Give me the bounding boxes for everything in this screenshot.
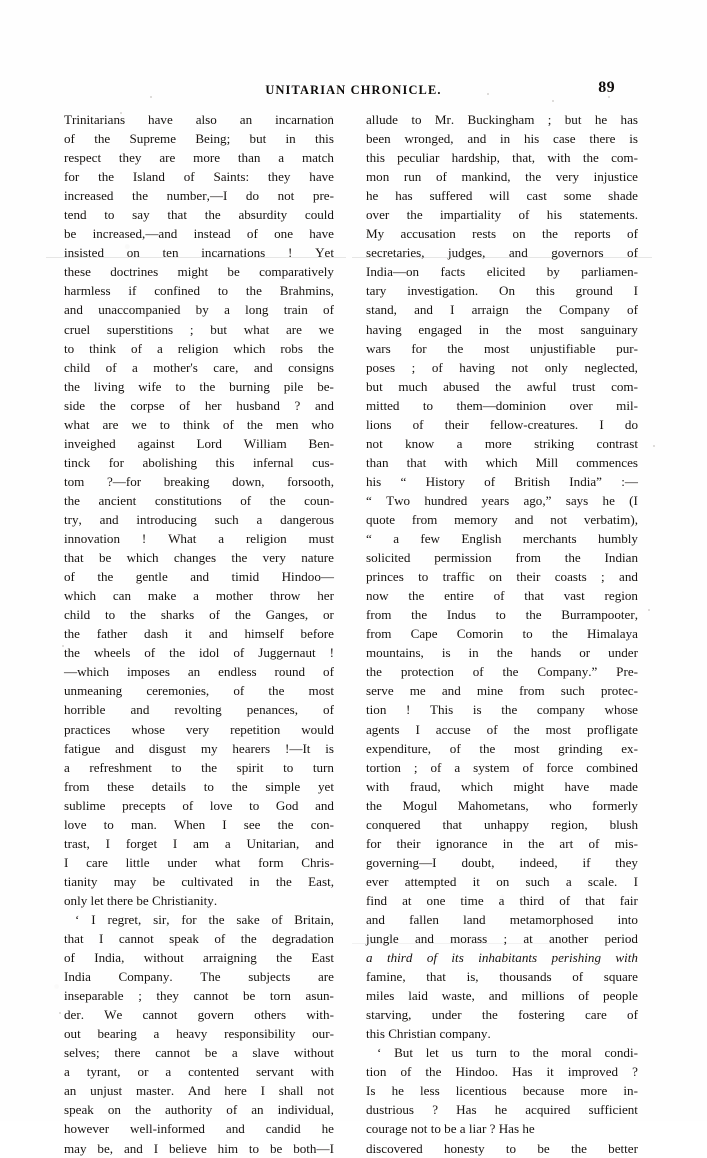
text-line: than that with which Mill commences: [366, 454, 638, 470]
text-line: inseparable ; they cannot be torn asun-: [64, 988, 334, 1004]
text-line: the wheels of the idol of Juggernaut !: [64, 645, 334, 661]
text-line: I care little under what form Chris-: [64, 854, 334, 870]
text-line: serve me and mine from such protec-: [366, 683, 638, 699]
text-line: from the Indus to the Burrampooter,: [366, 607, 638, 623]
page-number: 89: [598, 79, 615, 96]
text-line: with fraud, which might have made: [366, 778, 638, 794]
text-line: out bearing a heavy responsibility our-: [64, 1026, 334, 1042]
text-line: the father dash it and himself before: [64, 626, 334, 642]
scan-speck: [648, 609, 650, 611]
text-line: which can make a mother throw her: [64, 588, 334, 604]
text-line: insisted on ten incarnations ! Yet: [64, 245, 334, 261]
text-line: increased the number,—I do not pre-: [64, 188, 334, 204]
text-line: side the corpse of her husband ? and: [64, 397, 334, 413]
text-line: tion of the Hindoo. Has it improved ?: [366, 1064, 638, 1080]
text-line: for their ignorance in the art of mis-: [366, 835, 638, 851]
text-line: the living wife to the burning pile be-: [64, 378, 334, 394]
text-line: a tyrant, or a contented servant with: [64, 1064, 334, 1080]
text-line: this Christian company.: [366, 1026, 491, 1042]
text-line: from Cape Comorin to the Himalaya: [366, 626, 638, 642]
text-line: inveighed against Lord William Ben-: [64, 435, 334, 451]
text-line: and unaccompanied by a long train of: [64, 302, 334, 318]
running-head: [0, 79, 707, 103]
text-line: “ Two hundred years ago,” says he (I: [366, 492, 638, 508]
text-line: of the gentle and timid Hindoo—: [64, 569, 334, 585]
text-line: find at one time a third of that fair: [366, 892, 638, 908]
text-line: jungle and morass ; at another period: [366, 931, 638, 947]
text-line: stand, and I arraign the Company of: [366, 302, 638, 318]
text-line: starving, under the fostering care of: [366, 1007, 638, 1023]
text-line: tion ! This is the company whose: [366, 702, 638, 718]
text-line: poses ; of having not only neglected,: [366, 359, 638, 375]
text-line: lions of their fellow-creatures. I do: [366, 416, 638, 432]
text-line: the protection of the Company.” Pre-: [366, 664, 638, 680]
text-line: be increased,—and instead of one have: [64, 226, 334, 242]
text-line: Is he less licentious because more in-: [366, 1083, 638, 1099]
text-line: agents I accuse of the most profligate: [366, 721, 638, 737]
text-column-right: [366, 110, 638, 1158]
text-line: discovered honesty to be the better: [366, 1140, 638, 1156]
text-line: of India, without arraigning the East: [64, 950, 334, 966]
text-line: wars for the most unjustifiable pur-: [366, 340, 638, 356]
text-line: speak on the authority of an individual,: [64, 1102, 334, 1118]
text-line: India—on facts elicited by parliamen-: [366, 264, 638, 280]
text-line: having engaged in the most sanguinary: [366, 321, 638, 337]
text-line: for the Island of Saints: they have: [64, 169, 334, 185]
text-line: however well-informed and candid he: [64, 1121, 334, 1137]
text-line: his “ History of British India” :—: [366, 473, 638, 489]
text-line: courage not to be a liar ? Has he: [366, 1121, 535, 1137]
text-line: over the impartiality of his statements.: [366, 207, 638, 223]
text-line: cruel superstitions ; but what are we: [64, 321, 334, 337]
text-line: harmless if confined to the Brahmins,: [64, 283, 334, 299]
text-line: My accusation rests on the reports of: [366, 226, 638, 242]
text-line: this peculiar hardship, that, with the com-: [366, 150, 638, 166]
text-line: mountains, is in the hands or under: [366, 645, 638, 661]
text-line: selves; there cannot be a slave without: [64, 1045, 334, 1061]
text-line: tianity may be cultivated in the East,: [64, 873, 334, 889]
text-line: a third of its inhabitants perishing with: [366, 950, 638, 966]
scan-speck: [653, 445, 655, 447]
text-line: mitted to them—dominion over mil-: [366, 397, 638, 413]
text-line: child to the sharks of the Ganges, or: [64, 607, 334, 623]
text-line: der. We cannot govern others with-: [64, 1007, 334, 1023]
text-line: a refreshment to the spirit to turn: [64, 759, 334, 775]
text-line: been wronged, and in his case there is: [366, 131, 638, 147]
text-line: innovation ! What a religion must: [64, 531, 334, 547]
text-line: horrible and revolting penances, of: [64, 702, 334, 718]
text-line: of the Supreme Being; but in this: [64, 131, 334, 147]
text-line: an unjust master. And here I shall not: [64, 1083, 334, 1099]
text-line: tend to say that the absurdity could: [64, 207, 334, 223]
text-line: practices whose very repetition would: [64, 721, 334, 737]
text-line: only let there be Christianity.: [64, 892, 218, 908]
text-line: child of a mother's care, and consigns: [64, 359, 334, 375]
text-line: that be which changes the very nature: [64, 550, 334, 566]
text-line: ‘ But let us turn to the moral condi-: [377, 1045, 638, 1061]
text-line: governing—I doubt, indeed, if they: [366, 854, 638, 870]
text-line: ever attempted it on such a scale. I: [366, 873, 638, 889]
text-line: India Company. The subjects are: [64, 969, 334, 985]
text-line: he has suffered will cast some shade: [366, 188, 638, 204]
text-line: allude to Mr. Buckingham ; but he has: [366, 112, 638, 127]
text-line: and fallen land metamorphosed into: [366, 911, 638, 927]
text-line: princes to traffic on their coasts ; and: [366, 569, 638, 585]
text-line: the Mogul Mahometans, who formerly: [366, 797, 638, 813]
text-line: tinck for abolishing this infernal cus-: [64, 454, 334, 470]
text-line: solicited permission from the Indian: [366, 550, 638, 566]
text-line: trast, I forget I am a Unitarian, and: [64, 835, 334, 851]
text-line: “ a few English merchants humbly: [366, 531, 638, 547]
text-line: secretaries, judges, and governors of: [366, 245, 638, 261]
text-line: fatigue and disgust my hearers !—It is: [64, 740, 334, 756]
scan-speck: [59, 1012, 61, 1014]
text-line: ‘ I regret, sir, for the sake of Britain,: [75, 911, 334, 927]
page-header-title-text: UNITARIAN CHRONICLE.: [265, 83, 442, 97]
text-line: love to man. When I see the con-: [64, 816, 334, 832]
text-line: may be, and I believe him to be both—I: [64, 1140, 334, 1156]
text-line: —which imposes an endless round of: [64, 664, 334, 680]
text-line: tary investigation. On this ground I: [366, 283, 638, 299]
text-line: try, and introducing such a dangerous: [64, 511, 334, 527]
text-line: conquered that unhappy region, blush: [366, 816, 638, 832]
text-line: quote from memory and not verbatim),: [366, 511, 638, 527]
text-line: expenditure, of the most grinding ex-: [366, 740, 638, 756]
text-line: famine, that is, thousands of square: [366, 969, 638, 985]
text-line: tortion ; of a system of force combined: [366, 759, 638, 775]
text-line: these doctrines might be comparatively: [64, 264, 334, 280]
text-line: respect they are more than a match: [64, 150, 334, 166]
text-line: dustrious ? Has he acquired sufficient: [366, 1102, 638, 1118]
text-line: miles laid waste, and millions of people: [366, 988, 638, 1004]
text-column-left: [64, 110, 334, 1158]
text-line: to think of a religion which robs the: [64, 340, 334, 356]
text-line: but much abused the awful trust com-: [366, 378, 638, 394]
text-line: unmeaning ceremonies, of the most: [64, 683, 334, 699]
text-line: sublime precepts of love to God and: [64, 797, 334, 813]
text-line: mon run of mankind, the very injustice: [366, 169, 638, 185]
text-line: from these details to the simple yet: [64, 778, 334, 794]
text-line: tom ?—for breaking down, forsooth,: [64, 473, 334, 489]
text-line: now the entire of that vast region: [366, 588, 638, 604]
text-line: that I cannot speak of the degradation: [64, 931, 334, 947]
text-line: Trinitarians have also an incarnation: [64, 112, 334, 127]
text-line: not know a more striking contrast: [366, 435, 638, 451]
text-line: the ancient constitutions of the coun-: [64, 492, 334, 508]
text-line: what are we to think of the men who: [64, 416, 334, 432]
